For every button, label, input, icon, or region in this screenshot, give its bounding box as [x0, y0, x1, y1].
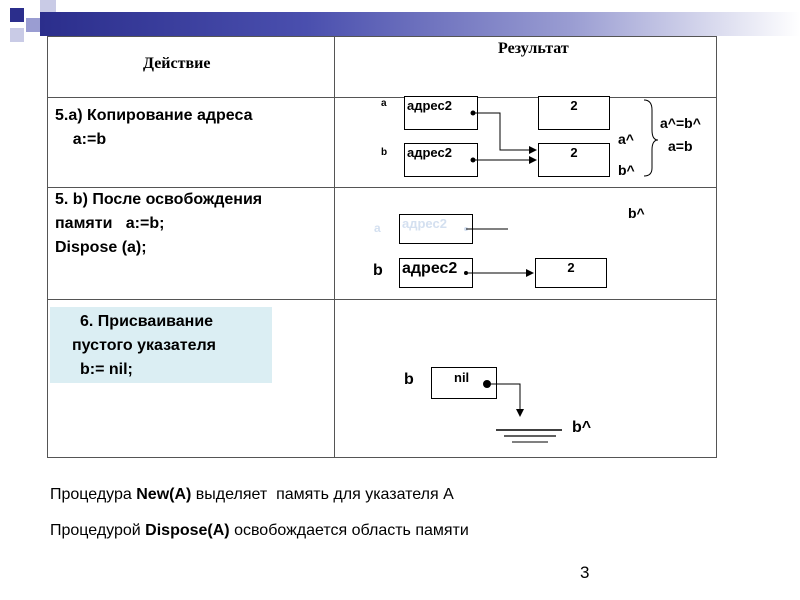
diag1-brace-line1: a^=b^ — [660, 115, 701, 131]
diag2-label-b: b — [373, 262, 383, 279]
row1-action-line2: a:=b — [55, 131, 107, 148]
header-square-2 — [26, 18, 40, 32]
diag1-box-a — [404, 96, 478, 130]
header-gradient-bar — [40, 12, 800, 36]
row2-action-line2: памяти a:=b; — [55, 215, 165, 232]
row3-action-line1: 6. Присваивание — [80, 313, 214, 330]
header-square-3 — [10, 28, 24, 42]
diag1-box-b-text: адрес2 — [407, 145, 452, 160]
diag1-caret-a: a^ — [618, 131, 634, 147]
footer-line2-pre: Процедурой — [50, 522, 146, 539]
diag1-box-a-text: адрес2 — [407, 98, 452, 113]
diag1-box-b — [404, 143, 478, 177]
diag2-box-a — [399, 214, 473, 244]
row3-action-line2: пустого указателя — [72, 337, 217, 354]
diag3-box-text: nil — [454, 370, 470, 385]
row3-highlight-box — [50, 307, 272, 383]
row2-action-line1: 5. b) После освобождения — [55, 191, 263, 208]
diag1-target-bottom-text: 2 — [570, 145, 578, 160]
header-result: Результат — [498, 40, 569, 57]
diag1-target-bottom — [538, 143, 610, 177]
diag2-label-a: a — [374, 221, 381, 235]
diag3-label-b: b — [404, 371, 414, 388]
diag1-brace-line2: a=b — [668, 138, 693, 154]
header-action: Действие — [143, 55, 211, 72]
diag3-caret-b: b^ — [572, 419, 592, 436]
diag2-target — [535, 258, 607, 288]
diag2-target-text: 2 — [567, 260, 575, 275]
diag1-target-top — [538, 96, 610, 130]
footer-line-1 — [50, 486, 454, 504]
header-square-4 — [40, 0, 56, 12]
header-square-1 — [10, 8, 24, 22]
diag1-label-a: a — [381, 98, 387, 109]
footer-line-2 — [50, 522, 469, 540]
diag1-caret-b: b^ — [618, 162, 635, 178]
diag3-box — [431, 367, 497, 399]
row-divider-2 — [48, 187, 716, 188]
row1-action-line1: 5.a) Копирование адреса — [55, 107, 253, 124]
diag2-box-b — [399, 258, 473, 288]
column-divider — [334, 37, 335, 457]
footer-line2-bold: Dispose(A) — [145, 522, 230, 539]
row-divider-3 — [48, 299, 716, 300]
diag2-box-b-text: адрес2 — [402, 260, 458, 277]
diag1-label-b: b — [381, 147, 388, 158]
footer-line2-post: освобождается область памяти — [229, 522, 469, 539]
diag1-target-top-text: 2 — [570, 98, 578, 113]
row3-action-line3: b:= nil; — [80, 361, 133, 378]
diag2-caret-b: b^ — [628, 205, 645, 221]
page-number: 3 — [580, 563, 590, 582]
footer-line1-post: выделяет память для указателя А — [191, 486, 454, 503]
footer-line1-pre: Процедура — [50, 486, 137, 503]
diag2-box-a-text: адрес2 — [402, 216, 447, 231]
footer-line1-bold: New(A) — [136, 486, 192, 503]
row2-action-line3: Dispose (a); — [55, 239, 147, 256]
